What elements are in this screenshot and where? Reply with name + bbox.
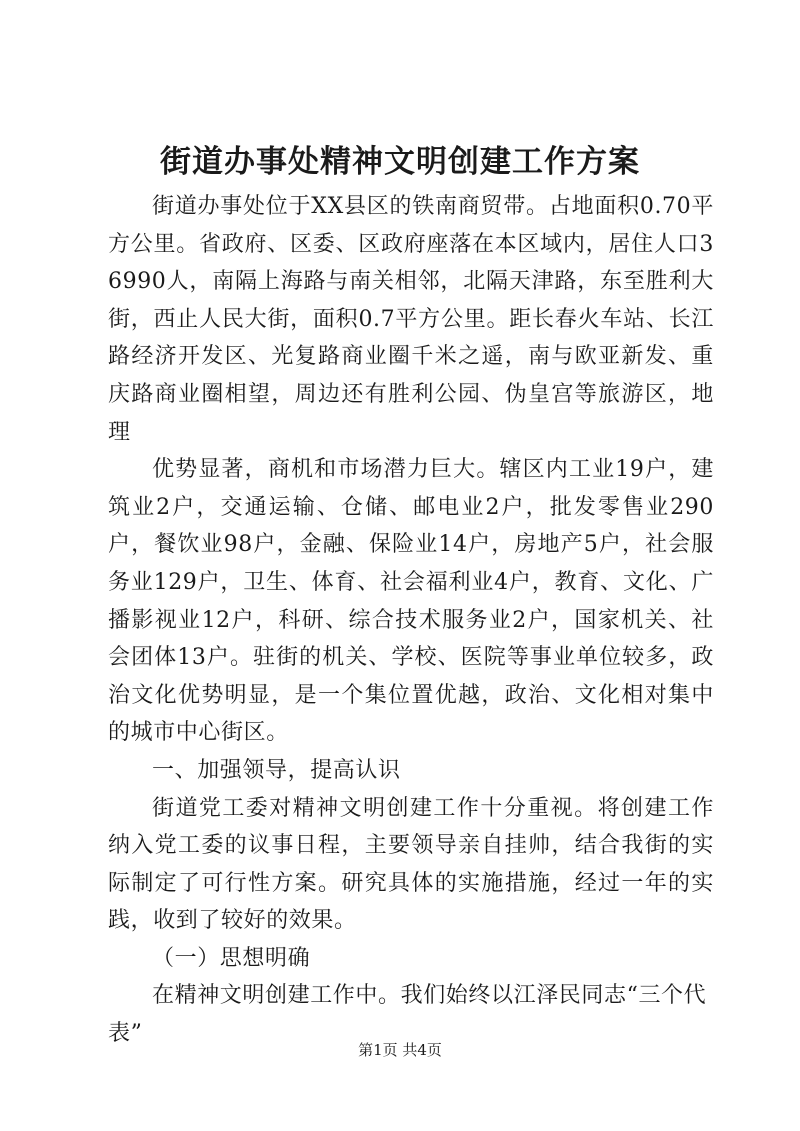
paragraph-business-advantages: 优势显著，商机和市场潜力巨大。辖区内工业19户，建筑业2户，交通运输、仓储、邮电业2户，批发零售业290户，餐饮业98户，金融、保险业14户，房地产5户，社会服务业129户，卫生、体育、社会福利业4户，教育、文化、广播影视业12户，科研、综合技术服务业2户，国家机关、社会团体13户。驻街的机关、学校、医院等事业单位较多，政治文化优势明显，是一个集位置优越，政治、文化相对集中的城市中心街区。	[108, 457, 714, 746]
document-title: 街道办事处精神文明创建工作方案	[160, 144, 640, 180]
paragraph-party-committee: 街道党工委对精神文明创建工作十分重视。将创建工作纳入党工委的议事日程，主要领导亲自挂帅，结合我街的实际制定了可行性方案。研究具体的实施措施，经过一年的实践，收到了较好的效果。	[108, 795, 714, 934]
subsection-heading-thought: （一）思想明确	[152, 945, 311, 971]
document-body	[108, 188, 714, 1053]
section-heading-leadership: 一、加强领导，提高认识	[152, 757, 401, 783]
paragraph-location-overview: 街道办事处位于XX县区的铁南商贸带。占地面积0.70平方公里。省政府、区委、区政府座落在本区域内，居住人口36990人，南隔上海路与南关相邻，北隔天津路，东至胜利大街，西止人民大街，面积0.7平方公里。距长春火车站、长江路经济开发区、光复路商业圈千米之遥，南与欧亚新发、重庆路商业圈相望，周边还有胜利公园、伪皇宫等旅游区，地理	[108, 194, 714, 445]
page-number-footer: 第1页 共4页	[358, 1041, 442, 1059]
paragraph-creation-work: 在精神文明创建工作中。我们始终以江泽民同志“三个代表”	[108, 983, 707, 1047]
